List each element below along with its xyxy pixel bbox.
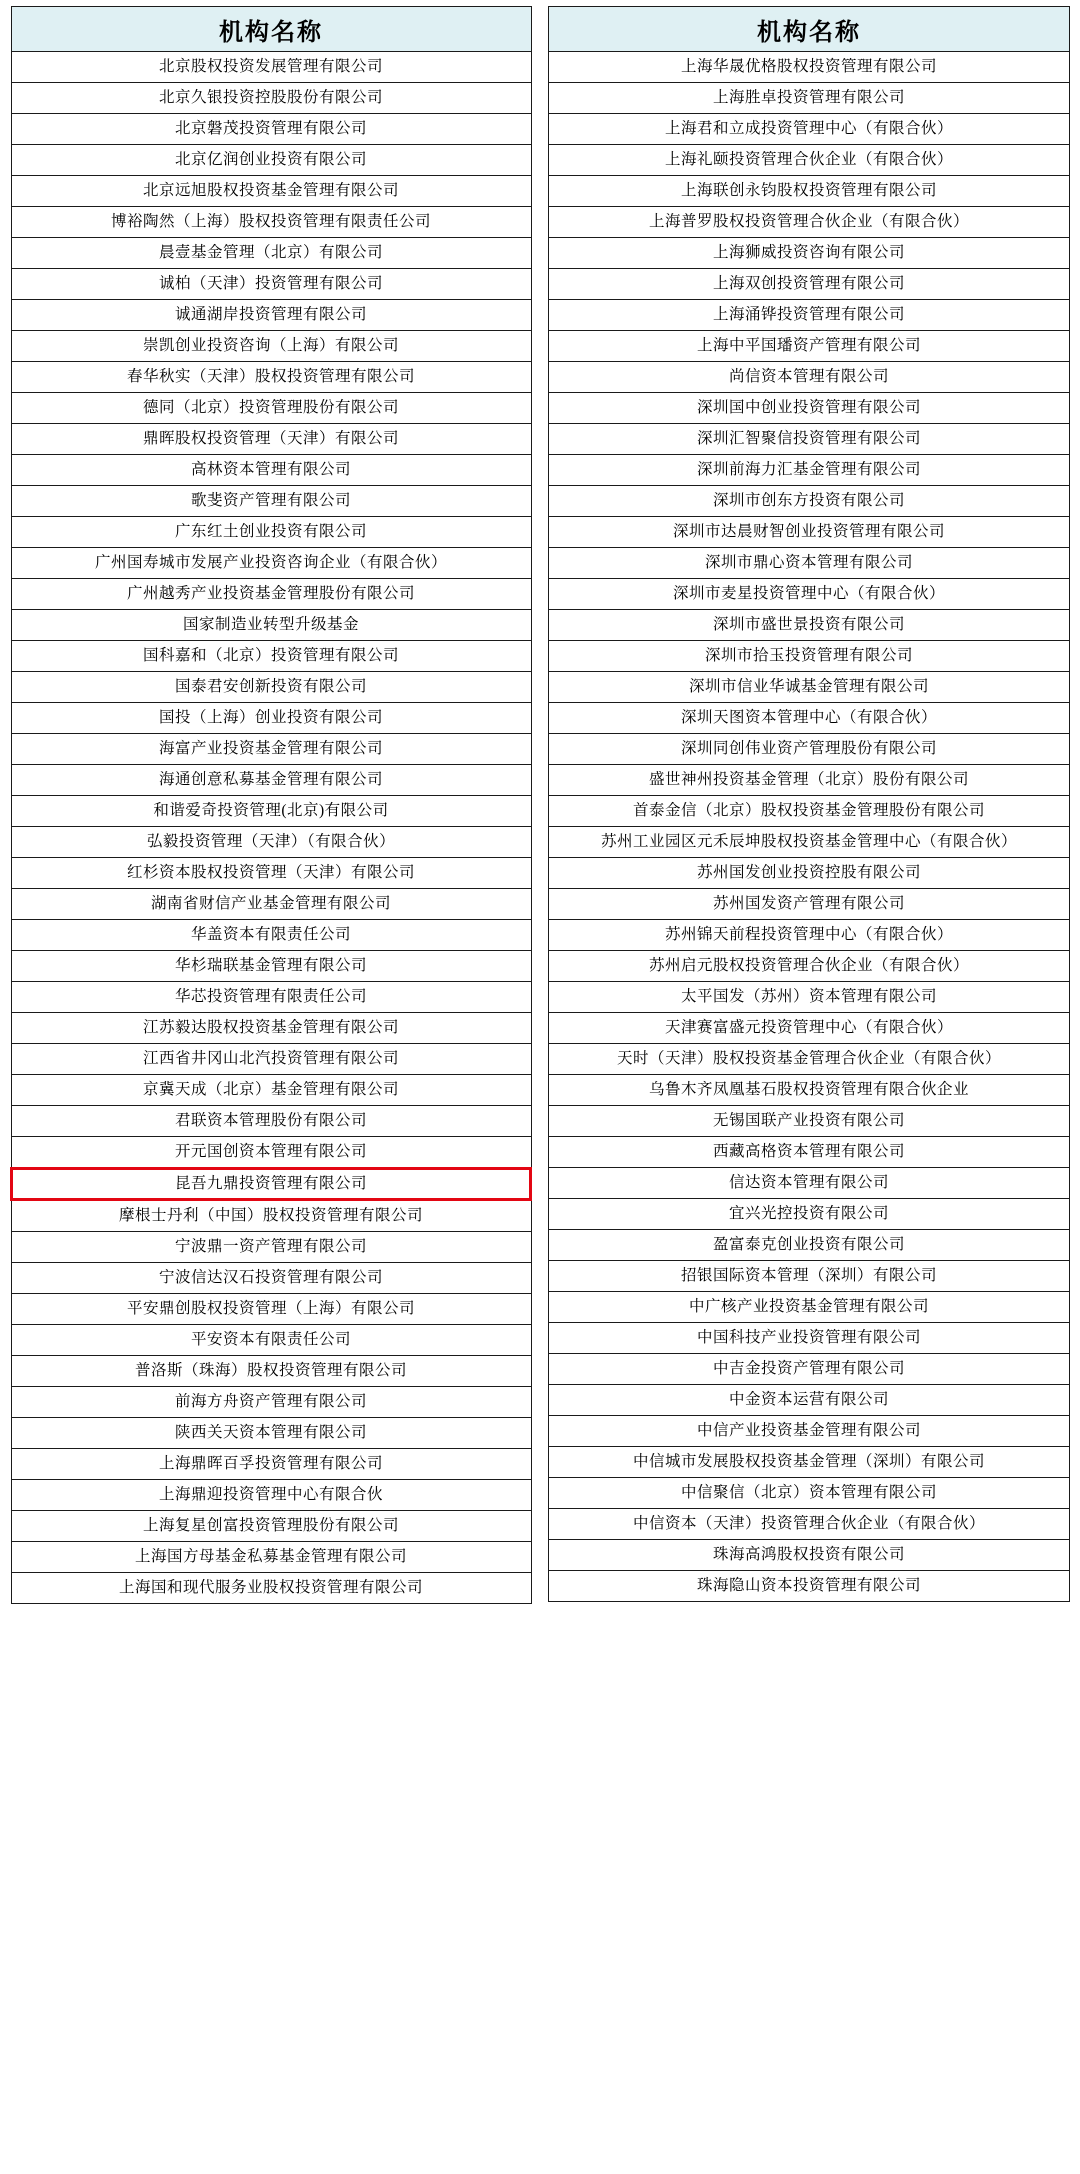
- table-row: [11, 1075, 531, 1106]
- table-row: [11, 362, 531, 393]
- institution-name-cell: 江苏毅达股权投资基金管理有限公司: [11, 1013, 531, 1044]
- institution-name-cell: 弘毅投资管理（天津）（有限合伙）: [11, 827, 531, 858]
- table-row: [11, 1013, 531, 1044]
- institution-name-cell: 德同（北京）投资管理股份有限公司: [11, 393, 531, 424]
- institution-name-cell: 摩根士丹利（中国）股权投资管理有限公司: [11, 1200, 531, 1232]
- table-body-right: [549, 52, 1070, 1602]
- table-row: [11, 114, 531, 145]
- table-row: [549, 1044, 1070, 1075]
- column-header-institution-name: 机构名称: [549, 7, 1070, 52]
- institution-name-cell: 无锡国联产业投资有限公司: [549, 1106, 1070, 1137]
- table-row: [11, 827, 531, 858]
- table-row: [11, 765, 531, 796]
- institution-name-cell: 湖南省财信产业基金管理有限公司: [11, 889, 531, 920]
- table-row: [549, 1416, 1070, 1447]
- institution-name-cell: 国泰君安创新投资有限公司: [11, 672, 531, 703]
- institution-name-cell: 上海国方母基金私募基金管理有限公司: [11, 1542, 531, 1573]
- institution-name-cell: 西藏高格资本管理有限公司: [549, 1137, 1070, 1168]
- institution-name-cell: 中金资本运营有限公司: [549, 1385, 1070, 1416]
- table-row: [11, 331, 531, 362]
- institution-name-cell: 前海方舟资产管理有限公司: [11, 1387, 531, 1418]
- institution-name-cell: 平安资本有限责任公司: [11, 1325, 531, 1356]
- table-row: [11, 579, 531, 610]
- table-row: [549, 1137, 1070, 1168]
- table-body-left: [11, 52, 531, 1604]
- table-row: [549, 1292, 1070, 1323]
- table-row: [549, 827, 1070, 858]
- table-row: [549, 176, 1070, 207]
- institution-name-cell: 首泰金信（北京）股权投资基金管理股份有限公司: [549, 796, 1070, 827]
- table-row: [549, 1013, 1070, 1044]
- institution-name-cell: 国科嘉和（北京）投资管理有限公司: [11, 641, 531, 672]
- institution-name-cell: 深圳市鼎心资本管理有限公司: [549, 548, 1070, 579]
- table-row: [549, 207, 1070, 238]
- table-header-row: [11, 7, 531, 52]
- institution-name-cell: 上海礼颐投资管理合伙企业（有限合伙）: [549, 145, 1070, 176]
- table-row: [11, 1137, 531, 1169]
- institution-name-cell: 君联资本管理股份有限公司: [11, 1106, 531, 1137]
- table-row: [11, 517, 531, 548]
- table-row: [549, 1230, 1070, 1261]
- table-row: [549, 1323, 1070, 1354]
- table-row: [549, 734, 1070, 765]
- institution-name-cell-highlighted: 昆吾九鼎投资管理有限公司: [11, 1168, 531, 1200]
- institution-name-cell: 招银国际资本管理（深圳）有限公司: [549, 1261, 1070, 1292]
- table-row: [11, 1387, 531, 1418]
- institution-name-cell: 普洛斯（珠海）股权投资管理有限公司: [11, 1356, 531, 1387]
- table-row: [11, 610, 531, 641]
- table-row: [11, 641, 531, 672]
- table-row: [11, 1294, 531, 1325]
- table-row: [11, 145, 531, 176]
- institution-name-cell: 华芯投资管理有限责任公司: [11, 982, 531, 1013]
- table-row: [11, 703, 531, 734]
- institution-name-cell: 春华秋实（天津）股权投资管理有限公司: [11, 362, 531, 393]
- table-row: [549, 1106, 1070, 1137]
- table-row: [549, 579, 1070, 610]
- table-row: [549, 1540, 1070, 1571]
- institution-name-cell: 深圳前海力汇基金管理有限公司: [549, 455, 1070, 486]
- table-row: [549, 362, 1070, 393]
- institution-name-cell: 北京远旭股权投资基金管理有限公司: [11, 176, 531, 207]
- table-row: [549, 889, 1070, 920]
- institution-name-cell: 诚通湖岸投资管理有限公司: [11, 300, 531, 331]
- table-row: [11, 269, 531, 300]
- table-header-row: [549, 7, 1070, 52]
- table-row: [549, 1261, 1070, 1292]
- institution-name-cell: 太平国发（苏州）资本管理有限公司: [549, 982, 1070, 1013]
- institution-name-cell: 中广核产业投资基金管理有限公司: [549, 1292, 1070, 1323]
- table-row: [11, 1106, 531, 1137]
- institution-name-cell: 深圳市信业华诚基金管理有限公司: [549, 672, 1070, 703]
- table-row: [11, 393, 531, 424]
- institution-name-cell: 平安鼎创股权投资管理（上海）有限公司: [11, 1294, 531, 1325]
- left-column: [10, 6, 532, 1604]
- institution-name-cell: 上海狮威投资咨询有限公司: [549, 238, 1070, 269]
- institution-name-cell: 北京磐茂投资管理有限公司: [11, 114, 531, 145]
- table-row: [11, 1200, 531, 1232]
- table-row: [11, 83, 531, 114]
- table-row: [11, 734, 531, 765]
- institution-name-cell: 开元国创资本管理有限公司: [11, 1137, 531, 1169]
- table-row: [11, 1325, 531, 1356]
- institution-name-cell: 信达资本管理有限公司: [549, 1168, 1070, 1199]
- institution-name-cell: 江西省井冈山北汽投资管理有限公司: [11, 1044, 531, 1075]
- table-row: [549, 1168, 1070, 1199]
- institution-name-cell: 广东红土创业投资有限公司: [11, 517, 531, 548]
- table-row: [11, 920, 531, 951]
- institution-name-cell: 海富产业投资基金管理有限公司: [11, 734, 531, 765]
- institution-name-cell: 天时（天津）股权投资基金管理合伙企业（有限合伙）: [549, 1044, 1070, 1075]
- institution-name-cell: 京冀天成（北京）基金管理有限公司: [11, 1075, 531, 1106]
- institution-name-cell: 苏州启元股权投资管理合伙企业（有限合伙）: [549, 951, 1070, 982]
- table-row: [549, 1509, 1070, 1540]
- institution-name-cell: 深圳市盛世景投资有限公司: [549, 610, 1070, 641]
- table-row: [549, 331, 1070, 362]
- table-row: [11, 1449, 531, 1480]
- table-row: [549, 1199, 1070, 1230]
- institution-name-cell: 上海胜卓投资管理有限公司: [549, 83, 1070, 114]
- table-row: [549, 145, 1070, 176]
- institution-name-cell: 崇凯创业投资咨询（上海）有限公司: [11, 331, 531, 362]
- table-row: [11, 207, 531, 238]
- institution-table-right: [548, 6, 1070, 1602]
- institution-name-cell: 广州越秀产业投资基金管理股份有限公司: [11, 579, 531, 610]
- table-row: [549, 672, 1070, 703]
- column-header-institution-name: 机构名称: [11, 7, 531, 52]
- institution-name-cell: 深圳天图资本管理中心（有限合伙）: [549, 703, 1070, 734]
- institution-name-cell: 中国科技产业投资管理有限公司: [549, 1323, 1070, 1354]
- institution-name-cell: 中信城市发展股权投资基金管理（深圳）有限公司: [549, 1447, 1070, 1478]
- institution-name-cell: 上海国和现代服务业股权投资管理有限公司: [11, 1573, 531, 1604]
- institution-name-cell: 中信资本（天津）投资管理合伙企业（有限合伙）: [549, 1509, 1070, 1540]
- institution-name-cell: 高林资本管理有限公司: [11, 455, 531, 486]
- institution-name-cell: 红杉资本股权投资管理（天津）有限公司: [11, 858, 531, 889]
- institution-name-cell: 珠海高鸿股权投资有限公司: [549, 1540, 1070, 1571]
- institution-name-cell: 深圳国中创业投资管理有限公司: [549, 393, 1070, 424]
- table-row: [11, 424, 531, 455]
- table-row: [11, 1573, 531, 1604]
- institution-name-cell: 北京久银投资控股股份有限公司: [11, 83, 531, 114]
- institution-name-cell: 华杉瑞联基金管理有限公司: [11, 951, 531, 982]
- table-row: [549, 52, 1070, 83]
- table-row: [11, 1263, 531, 1294]
- table-row: [11, 796, 531, 827]
- institution-name-cell: 宜兴光控投资有限公司: [549, 1199, 1070, 1230]
- table-row: [11, 1232, 531, 1263]
- institution-name-cell: 海通创意私募基金管理有限公司: [11, 765, 531, 796]
- table-row: [11, 1356, 531, 1387]
- institution-name-cell: 中吉金投资产管理有限公司: [549, 1354, 1070, 1385]
- table-row: [11, 889, 531, 920]
- table-row: [11, 1511, 531, 1542]
- table-row: [549, 1447, 1070, 1478]
- table-row: [549, 114, 1070, 145]
- table-row: [549, 238, 1070, 269]
- institution-name-cell: 中信聚信（北京）资本管理有限公司: [549, 1478, 1070, 1509]
- institution-name-cell: 上海涌铧投资管理有限公司: [549, 300, 1070, 331]
- table-row: [549, 610, 1070, 641]
- institution-name-cell: 晨壹基金管理（北京）有限公司: [11, 238, 531, 269]
- institution-name-cell: 上海复星创富投资管理股份有限公司: [11, 1511, 531, 1542]
- table-row: [549, 393, 1070, 424]
- table-row: [11, 1542, 531, 1573]
- institution-name-cell: 上海鼎迎投资管理中心有限合伙: [11, 1480, 531, 1511]
- institution-name-cell: 深圳汇智聚信投资管理有限公司: [549, 424, 1070, 455]
- table-row: [549, 982, 1070, 1013]
- table-row: [11, 858, 531, 889]
- institution-name-cell: 深圳市麦星投资管理中心（有限合伙）: [549, 579, 1070, 610]
- table-row: [11, 1044, 531, 1075]
- table-row: [549, 1354, 1070, 1385]
- table-row: [549, 703, 1070, 734]
- table-row: [549, 920, 1070, 951]
- institution-name-cell: 珠海隐山资本投资管理有限公司: [549, 1571, 1070, 1602]
- table-row: [11, 52, 531, 83]
- institution-name-cell: 广州国寿城市发展产业投资咨询企业（有限合伙）: [11, 548, 531, 579]
- institution-name-cell: 上海联创永钧股权投资管理有限公司: [549, 176, 1070, 207]
- table-row: [11, 672, 531, 703]
- table-row: [549, 641, 1070, 672]
- table-row: [549, 1385, 1070, 1416]
- table-row: [549, 796, 1070, 827]
- institution-name-cell: 天津赛富盛元投资管理中心（有限合伙）: [549, 1013, 1070, 1044]
- institution-name-cell: 苏州工业园区元禾辰坤股权投资基金管理中心（有限合伙）: [549, 827, 1070, 858]
- institution-name-cell: 上海君和立成投资管理中心（有限合伙）: [549, 114, 1070, 145]
- institution-name-cell: 深圳同创伟业资产管理股份有限公司: [549, 734, 1070, 765]
- institution-name-cell: 盛世神州投资基金管理（北京）股份有限公司: [549, 765, 1070, 796]
- table-row: [11, 455, 531, 486]
- institution-name-cell: 陕西关天资本管理有限公司: [11, 1418, 531, 1449]
- table-row: [549, 455, 1070, 486]
- table-row: [549, 424, 1070, 455]
- institution-name-cell: 尚信资本管理有限公司: [549, 362, 1070, 393]
- table-row: [11, 548, 531, 579]
- institution-name-cell: 国家制造业转型升级基金: [11, 610, 531, 641]
- institution-name-cell: 盈富泰克创业投资有限公司: [549, 1230, 1070, 1261]
- table-row: [549, 1478, 1070, 1509]
- institution-name-cell: 北京股权投资发展管理有限公司: [11, 52, 531, 83]
- table-row: [11, 1418, 531, 1449]
- institution-name-cell: 鼎晖股权投资管理（天津）有限公司: [11, 424, 531, 455]
- table-row: [549, 765, 1070, 796]
- table-row: [549, 1571, 1070, 1602]
- table-row: [11, 486, 531, 517]
- institution-name-cell: 苏州国发资产管理有限公司: [549, 889, 1070, 920]
- table-row: [549, 269, 1070, 300]
- table-row: [549, 300, 1070, 331]
- table-row: [11, 238, 531, 269]
- table-row: [11, 1480, 531, 1511]
- table-row: [11, 951, 531, 982]
- institution-name-cell: 博裕陶然（上海）股权投资管理有限责任公司: [11, 207, 531, 238]
- table-row: [11, 982, 531, 1013]
- institution-name-cell: 宁波鼎一资产管理有限公司: [11, 1232, 531, 1263]
- institution-name-cell: 诚柏（天津）投资管理有限公司: [11, 269, 531, 300]
- institution-name-cell: 上海中平国璠资产管理有限公司: [549, 331, 1070, 362]
- institution-name-cell: 乌鲁木齐凤凰基石股权投资管理有限合伙企业: [549, 1075, 1070, 1106]
- table-row: [11, 176, 531, 207]
- institution-name-cell: 国投（上海）创业投资有限公司: [11, 703, 531, 734]
- institution-name-cell: 宁波信达汉石投资管理有限公司: [11, 1263, 531, 1294]
- institution-name-cell: 深圳市拾玉投资管理有限公司: [549, 641, 1070, 672]
- institution-name-cell: 和谐爱奇投资管理(北京)有限公司: [11, 796, 531, 827]
- table-row: [11, 300, 531, 331]
- table-row: [549, 951, 1070, 982]
- right-column: [548, 6, 1070, 1602]
- institution-name-cell: 上海华晟优格股权投资管理有限公司: [549, 52, 1070, 83]
- institution-table-left: [10, 6, 532, 1604]
- table-row: [549, 486, 1070, 517]
- table-row: [549, 548, 1070, 579]
- institution-name-cell: 深圳市达晨财智创业投资管理有限公司: [549, 517, 1070, 548]
- institution-name-cell: 华盖资本有限责任公司: [11, 920, 531, 951]
- table-row: [549, 83, 1070, 114]
- institution-name-cell: 上海普罗股权投资管理合伙企业（有限合伙）: [549, 207, 1070, 238]
- institution-name-cell: 深圳市创东方投资有限公司: [549, 486, 1070, 517]
- institution-name-cell: 中信产业投资基金管理有限公司: [549, 1416, 1070, 1447]
- institution-name-cell: 上海双创投资管理有限公司: [549, 269, 1070, 300]
- table-row: [549, 858, 1070, 889]
- institution-name-cell: 北京亿润创业投资有限公司: [11, 145, 531, 176]
- institution-name-cell: 歌斐资产管理有限公司: [11, 486, 531, 517]
- table-row: [11, 1168, 531, 1200]
- institution-name-cell: 上海鼎晖百孚投资管理有限公司: [11, 1449, 531, 1480]
- table-row: [549, 1075, 1070, 1106]
- table-row: [549, 517, 1070, 548]
- institution-name-cell: 苏州锦天前程投资管理中心（有限合伙）: [549, 920, 1070, 951]
- institution-name-cell: 苏州国发创业投资控股有限公司: [549, 858, 1070, 889]
